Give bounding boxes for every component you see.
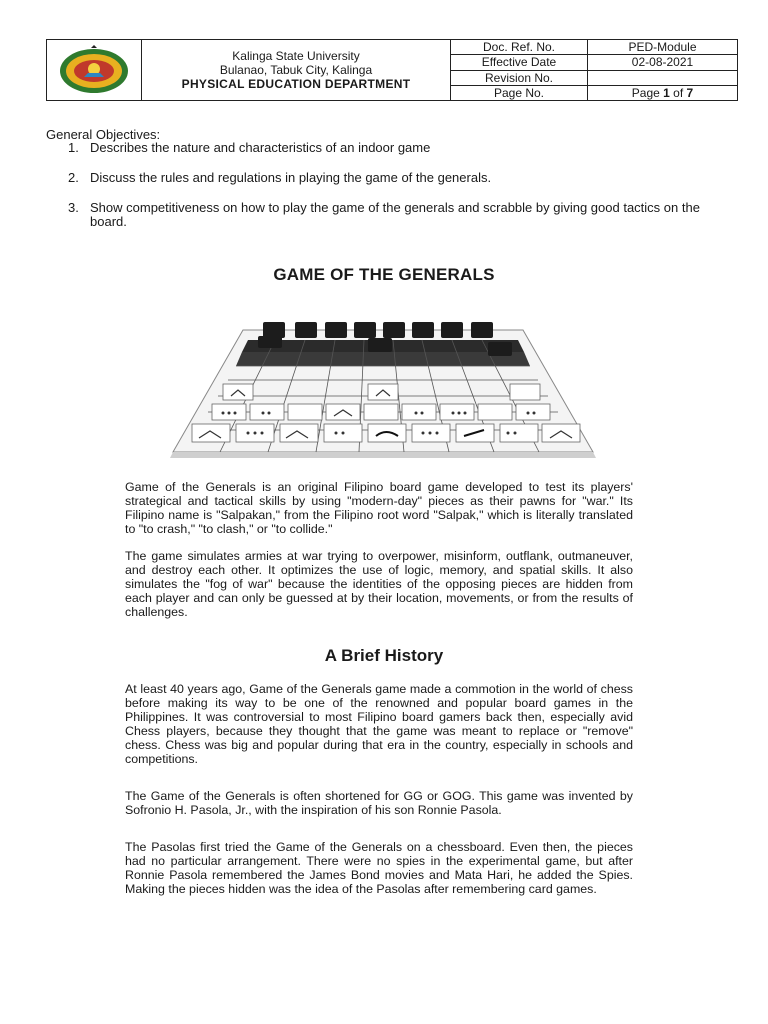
- game-board-illustration: [168, 312, 598, 462]
- objective-number: 2.: [68, 170, 79, 185]
- page-no-value: [588, 85, 738, 100]
- section-title-game-of-the-generals: GAME OF THE GENERALS: [273, 265, 495, 284]
- page-no-label: Page No.: [451, 85, 588, 100]
- objective-item: [68, 201, 728, 229]
- institution-block: [142, 40, 451, 101]
- paragraph-simulation: The game simulates armies at war trying to overpower, misinform, outflank, outmaneuver, and destroy each other. It optimizes the use of logic, memory, and spatial skills. It also simulates the "fog of war" because the identities of the opposing pieces are hidden from each player and can only be guessed at by their location, movements, or from the results of challenges.: [125, 549, 633, 619]
- page-total: 7: [686, 85, 694, 100]
- doc-ref-label: Doc. Ref. No.: [451, 40, 588, 55]
- objective-number: 3.: [68, 200, 79, 215]
- paragraph-pasolas: The Pasolas first tried the Game of the Generals on a chessboard. Even then, the pieces had no particular arrangement. There were no spies in the experimental game, but after Ronnie Pasola remembered the James Bond movies and Mata Hari, he added the Spies. Making the pieces hidden was the idea of the Pasolas after remembering card games.: [125, 840, 633, 896]
- university-name: Kalinga State University: [232, 49, 360, 63]
- effective-date-value: 02-08-2021: [588, 55, 738, 70]
- objective-item: [68, 171, 728, 185]
- objectives-title: General Objectives:: [46, 127, 161, 142]
- logo-cell: [47, 40, 142, 101]
- page-current: 1: [663, 85, 670, 100]
- department-name: PHYSICAL EDUCATION DEPARTMENT: [181, 77, 411, 91]
- objective-number: 1.: [68, 140, 79, 155]
- university-seal-icon: [58, 44, 130, 94]
- document-header: [46, 39, 738, 101]
- objective-text: Describes the nature and characteristics of an indoor game: [90, 140, 431, 155]
- effective-date-label: Effective Date: [451, 55, 588, 70]
- revision-label: Revision No.: [451, 70, 588, 85]
- page-prefix: Page: [631, 85, 664, 100]
- revision-value: [588, 70, 738, 85]
- objectives-list: [68, 141, 728, 245]
- doc-ref-value: PED-Module: [588, 40, 738, 55]
- page-of: of: [669, 85, 687, 100]
- paragraph-history: At least 40 years ago, Game of the Generals game made a commotion in the world of chess before making its way to be one of the renowned and popular board games in the Philippines. It was controversial to most Filipino board gamers back then, especially avid Chess players, because they thought that the game was meant to replace or "remove" chess. Chess was big and popular during that era in the country, especially in schools and competitions.: [125, 682, 633, 766]
- objective-text: Discuss the rules and regulations in playing the game of the generals.: [90, 170, 492, 185]
- university-address: Bulanao, Tabuk City, Kalinga: [219, 63, 373, 77]
- objective-item: [68, 141, 728, 155]
- objective-text: Show competitiveness on how to play the game of the generals and scrabble by giving good tactics on the board.: [90, 200, 700, 229]
- section-title-brief-history: A Brief History: [324, 646, 444, 665]
- paragraph-gg-abbrev: The Game of the Generals is often shortened for GG or GOG. This game was invented by Sofronio H. Pasola, Jr., with the inspiration of his son Ronnie Pasola.: [125, 789, 633, 817]
- paragraph-intro: Game of the Generals is an original Filipino board game developed to test its players' strategical and tactical skills by using "modern-day" pieces as their pawns for "war." Its Filipino name is "Salpakan," from the Filipino root word "Salpak," which is literally translated to "to crash," "to clash," or "to collide.": [125, 480, 633, 536]
